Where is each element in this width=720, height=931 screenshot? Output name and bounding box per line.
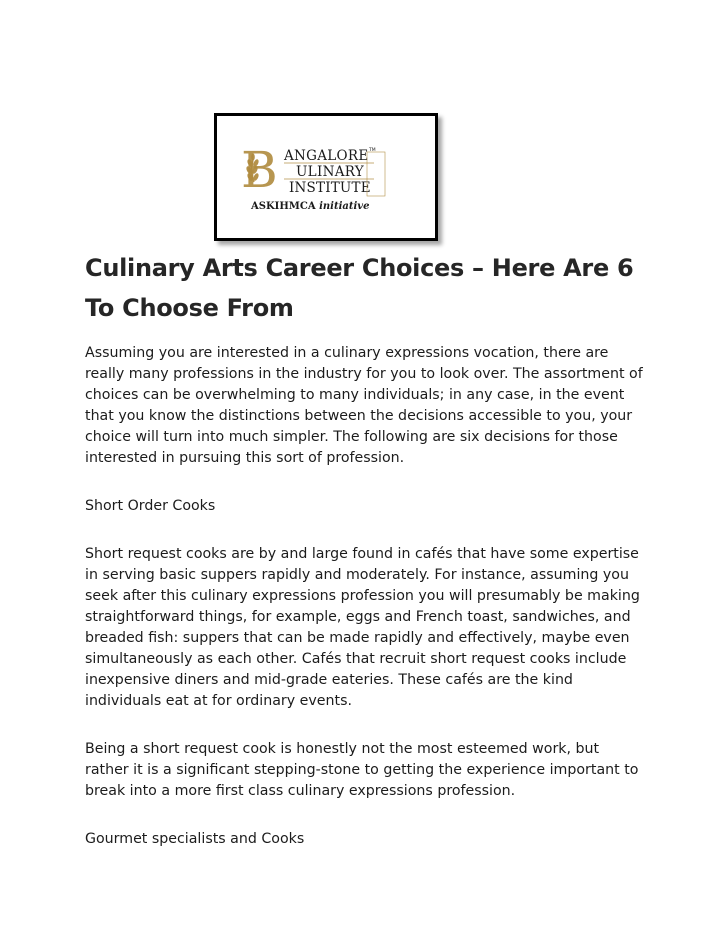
logo-tagline (250, 201, 369, 212)
logo-graphic (217, 116, 435, 238)
logo-line-1: ANGALORE (284, 148, 369, 164)
logo-tagline-b: initiative (319, 201, 370, 212)
logo-tagline-a: ASKIHMCA (251, 201, 316, 212)
intro-paragraph: Assuming you are interested in a culinary expressions vocation, there are really many professions in the industry for you to look over. The assortment of choices can be overwhelming to many individuals; in any case, in the event that you know the distinctions between the decisions accessible to you, your choice will turn into much simpler. The following are six decisions for those interested in pursuing this sort of profession. (85, 345, 643, 466)
article-title: Culinary Arts Career Choices – Here Are 6 To Choose From (85, 254, 634, 322)
institute-logo (214, 113, 438, 241)
short-order-cooks-paragraph-1: Short request cooks are by and large found in cafés that have some expertise in serving basic suppers rapidly and moderately. For instance, assuming you seek after this culinary expressions profession you will presumably be making straightforward things, for example, eggs and French toast, sandwiches, and breaded fish: suppers that can be made rapidly and effectively, maybe even simultaneously as each other. Cafés that recruit short request cooks include inexpensive diners and mid-grade eateries. These cafés are the kind individuals eat at for ordinary events. (85, 546, 640, 709)
section-heading-short-order-cooks: Short Order Cooks (85, 498, 216, 514)
article-body (85, 248, 645, 850)
logo-line-3: INSTITUTE (289, 180, 371, 196)
logo-initial: B (241, 141, 278, 199)
short-order-cooks-paragraph-2: Being a short request cook is honestly not the most esteemed work, but rather it is a significant stepping-stone to getting the experience important to break into a more first class culinary expressions profession. (85, 741, 639, 799)
section-heading-gourmet-specialists: Gourmet specialists and Cooks (85, 831, 305, 847)
logo-trademark: TM (369, 148, 376, 153)
logo-line-2: ULINARY (296, 164, 364, 180)
